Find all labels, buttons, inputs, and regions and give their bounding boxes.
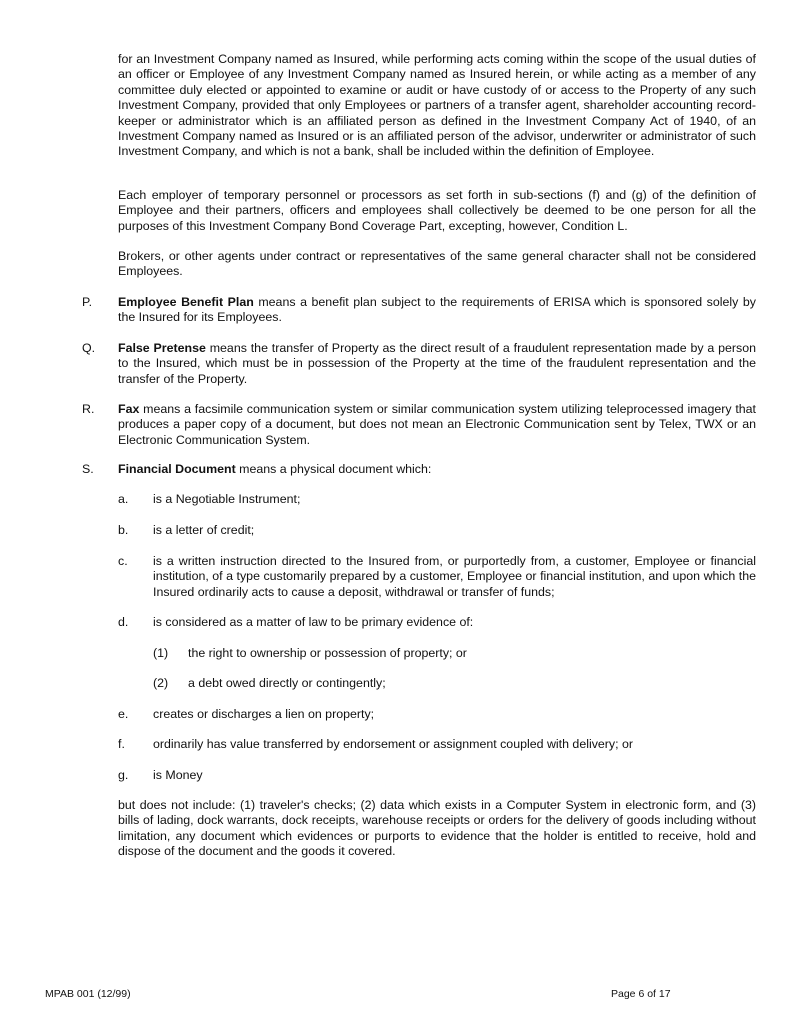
list-item: [118, 554, 756, 600]
defined-term: Financial Document: [118, 462, 236, 476]
list-marker: b.: [118, 523, 129, 537]
list-item: [118, 615, 756, 630]
list-marker: f.: [118, 737, 125, 751]
definition-letter: R.: [82, 402, 95, 416]
definition-financial-document: [82, 462, 756, 477]
list-marker: c.: [118, 554, 128, 568]
defined-term: Employee Benefit Plan: [118, 295, 254, 309]
list-item-text: is a Negotiable Instrument;: [153, 492, 301, 506]
definition-fax: [82, 402, 756, 448]
list-marker: g.: [118, 768, 129, 782]
definition-text: means a facsimile communication system or similar communication system utilizing teleprocessed imagery that produces a paper copy of a document, but does not mean an Electronic Communication sent by Telex, TWX or an Electronic Communication System.: [118, 402, 756, 447]
employee-definition-continuation: for an Investment Company named as Insured, while performing acts coming within the scope of the usual duties of an officer or Employee of any Investment Company named as Insured herein, or while acting as a member of any committee duly elected or appointed to examine or audit or have custody of or access to the Property of any such Investment Company, provided that only Employees or partners of a transfer agent, shareholder accounting record-keeper or administrator which is an affiliated person as defined in the Investment Company Act of 1940, of an Investment Company named as Insured or is an affiliated person of the advisor, underwriter or administrator of such Investment Company, and which is not a bank, shall be included within the definition of Employee.: [118, 52, 756, 159]
sub-list-item-text: the right to ownership or possession of property; or: [188, 646, 467, 660]
exclusions-paragraph: but does not include: (1) traveler's checks; (2) data which exists in a Computer System in electronic form, and (3) bills of lading, dock warrants, dock receipts, warehouse receipts or orders for the delivery of goods including without limitation, any document which evidences or purports to evidence that the holder is entitled to receive, hold and dispose of the document and the goods it covered.: [118, 798, 756, 859]
list-item-text: is Money: [153, 768, 203, 782]
sub-list-item: [153, 676, 756, 691]
list-item: [118, 523, 756, 538]
definition-text: means a benefit plan subject to the requirements of ERISA which is sponsored solely by the Insured for its Employees.: [118, 295, 756, 325]
list-item-text: ordinarily has value transferred by endorsement or assignment coupled with delivery; or: [153, 737, 634, 751]
page-number: Page 6 of 17: [611, 988, 671, 1000]
list-marker: e.: [118, 707, 129, 721]
list-marker: d.: [118, 615, 129, 629]
sub-list-marker: (2): [153, 676, 169, 690]
sub-list-item-text: a debt owed directly or contingently;: [188, 676, 386, 690]
form-number: MPAB 001 (12/99): [45, 988, 131, 1000]
list-item-text: creates or discharges a lien on property;: [153, 707, 375, 721]
list-item: [118, 707, 756, 722]
list-item: [118, 768, 756, 783]
sub-list-item: [153, 646, 756, 661]
list-marker: a.: [118, 492, 129, 506]
definition-false-pretense: [82, 341, 756, 387]
list-item-text: is a letter of credit;: [153, 523, 255, 537]
defined-term: False Pretense: [118, 341, 206, 355]
definition-employee-benefit-plan: [82, 295, 756, 326]
sub-list-marker: (1): [153, 646, 169, 660]
list-item-text: is considered as a matter of law to be primary evidence of:: [153, 615, 474, 629]
definition-letter: Q.: [82, 341, 96, 355]
definition-text: means the transfer of Property as the direct result of a fraudulent representation made by a person to the Insured, which must be in possession of the Property at the time of the fraudulent representation and the transfer of the Property.: [118, 341, 756, 386]
temporary-personnel-paragraph: Each employer of temporary personnel or processors as set forth in sub-sections (f) and (g) of the definition of Employee and their partners, officers and employees shall collectively be deemed to be one person for all the purposes of this Investment Company Bond Coverage Part, excepting, however, Condition L.: [118, 188, 756, 233]
definition-letter: S.: [82, 462, 94, 476]
brokers-paragraph: Brokers, or other agents under contract or representatives of the same general character shall not be considered Employees.: [118, 249, 756, 279]
list-item: [118, 492, 756, 507]
definition-text: means a physical document which:: [235, 462, 432, 476]
defined-term: Fax: [118, 402, 140, 416]
list-item-text: is a written instruction directed to the Insured from, or purportedly from, a customer, Employee or financial institution, of a type customarily prepared by a customer, Employee or financial institution, and upon which the Insured ordinarily acts to cause a deposit, withdrawal or transfer of funds;: [153, 554, 756, 599]
definition-letter: P.: [82, 295, 93, 309]
list-item: [118, 737, 756, 752]
